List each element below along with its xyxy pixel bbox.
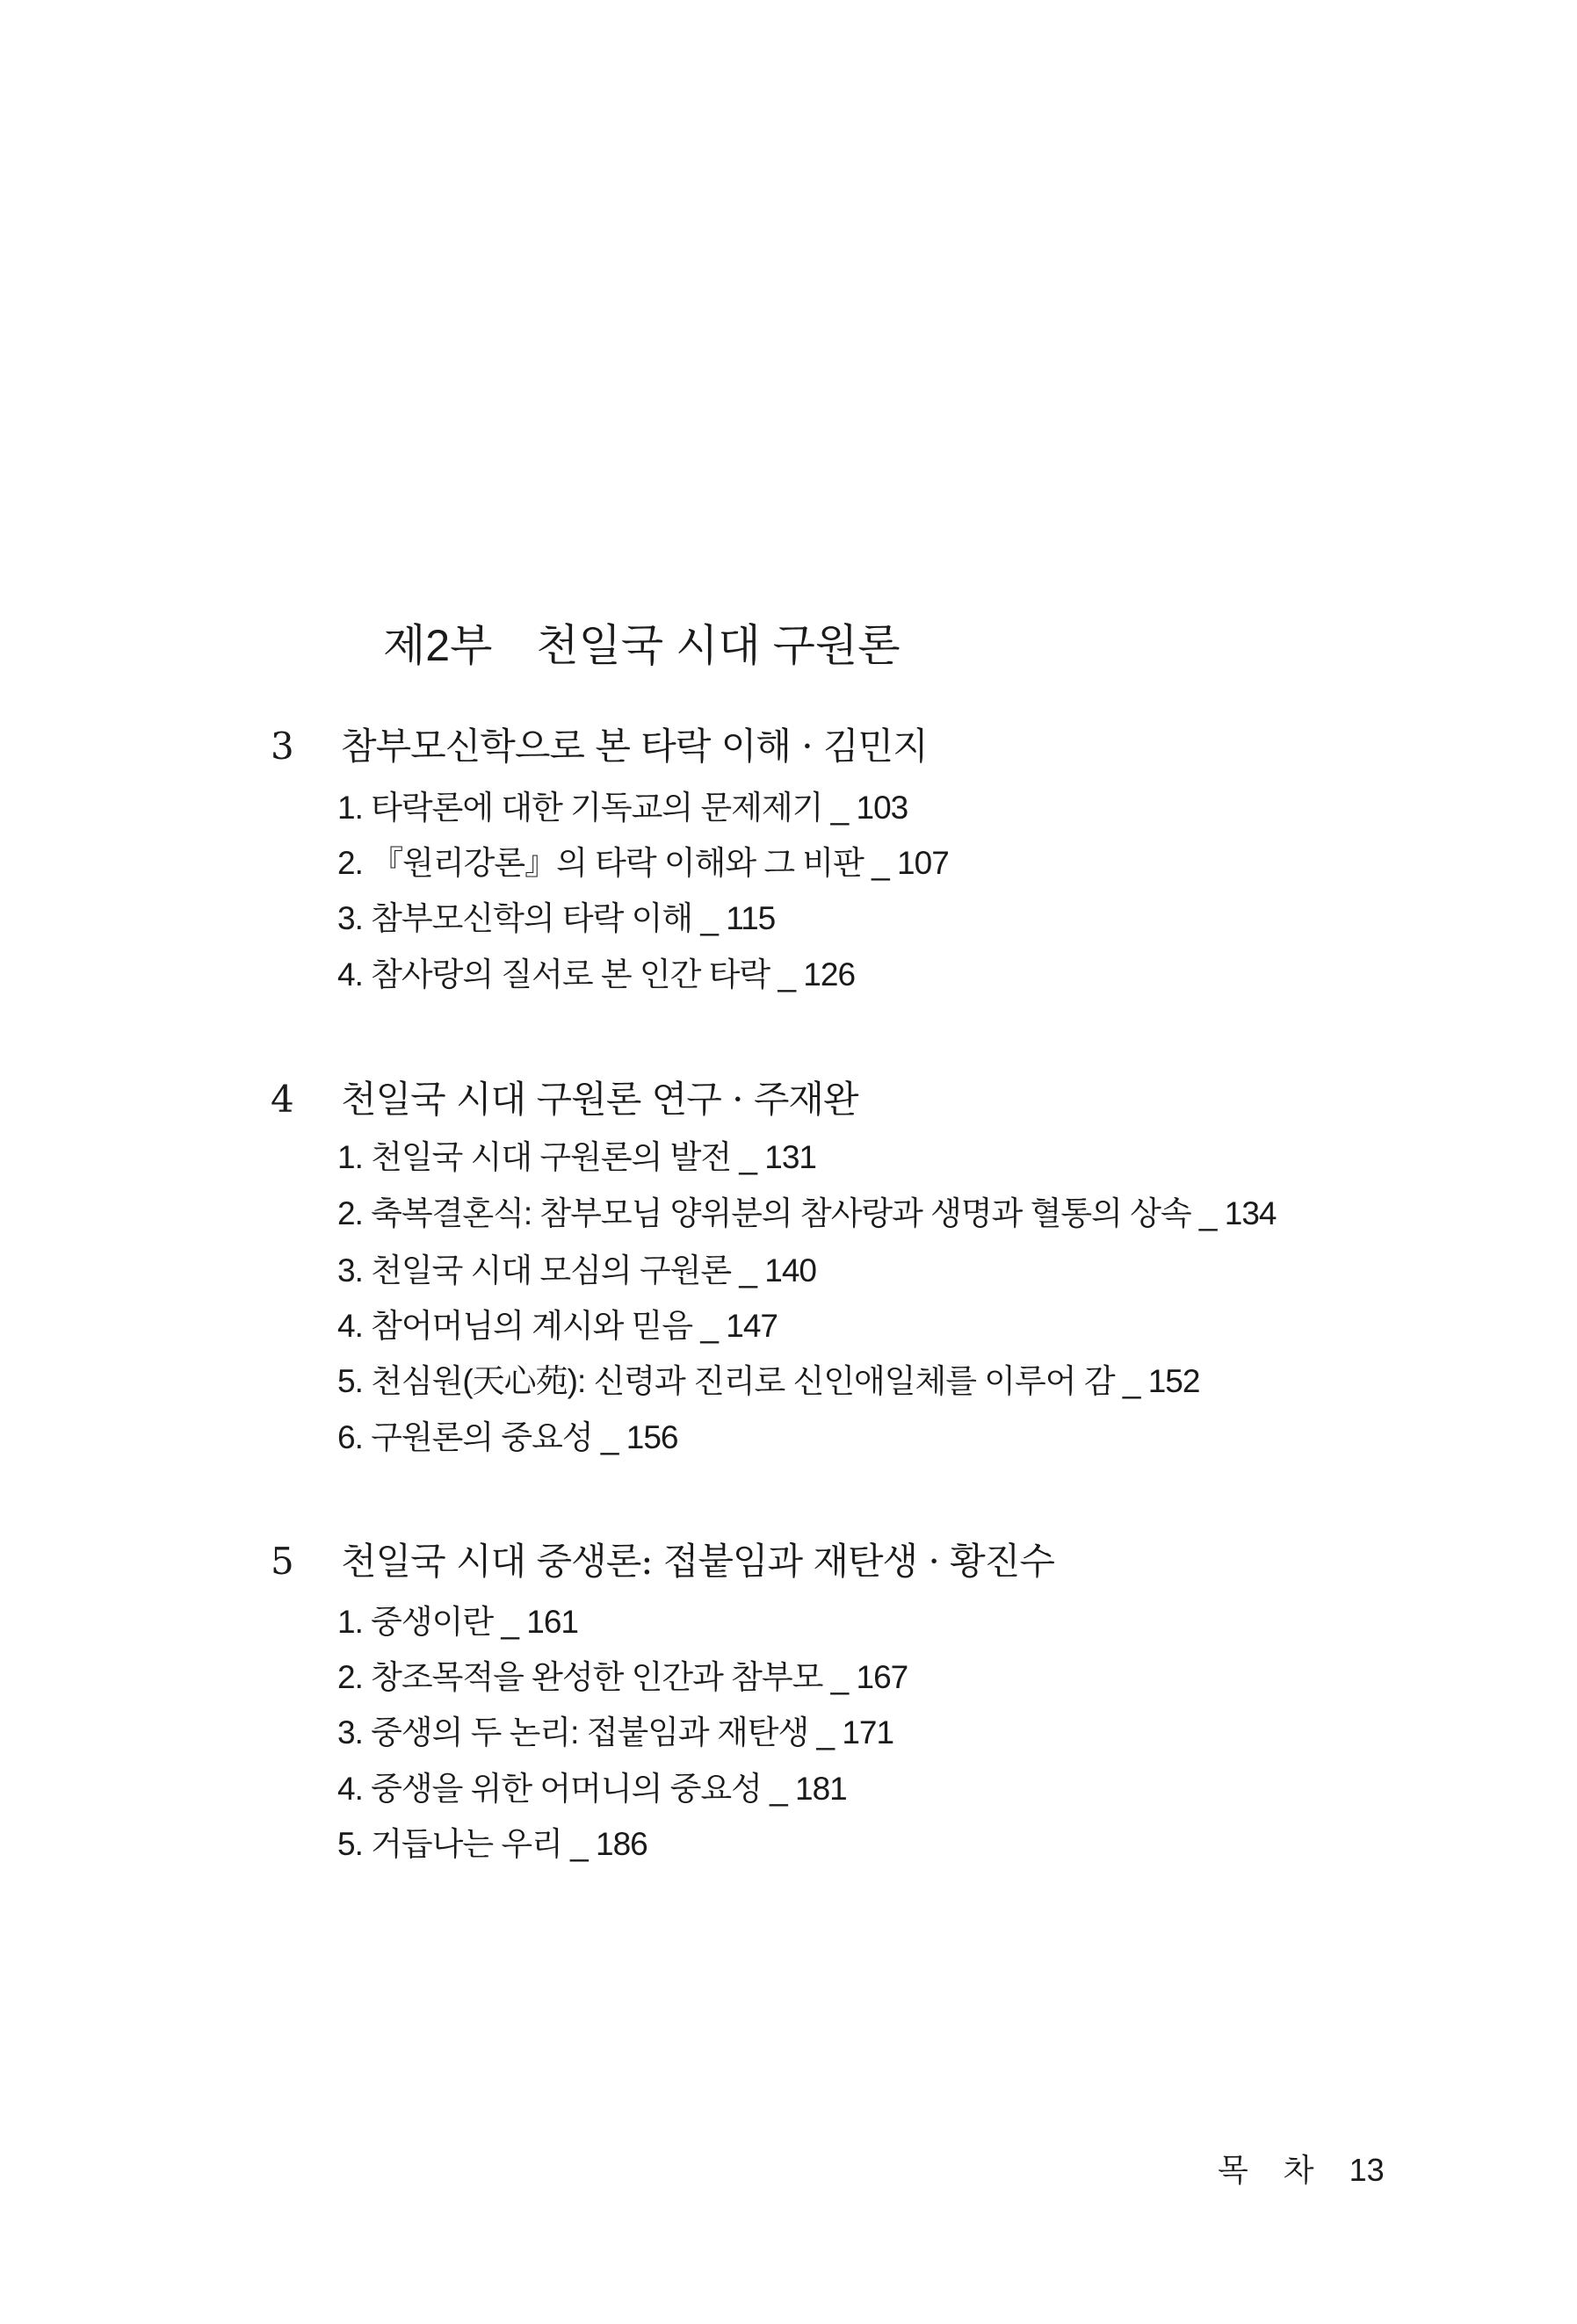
toc-item[interactable]: 5. 거듭나는 우리 _ 186 [337,1826,647,1862]
page-footer [1218,2144,1411,2197]
toc-item[interactable]: 2. 축복결혼식: 참부모님 양위분의 참사랑과 생명과 혈통의 상속 _ 134 [337,1195,1277,1231]
toc-item[interactable]: 1. 타락론에 대한 기독교의 문제제기 _ 103 [337,790,908,826]
page-number: 13 [1349,2152,1385,2188]
toc-item[interactable]: 5. 천심원(天心苑): 신령과 진리로 신인애일체를 이루어 감 _ 152 [337,1363,1200,1399]
toc-item[interactable]: 2. 창조목적을 완성한 인간과 참부모 _ 167 [337,1659,908,1695]
chapter-title: 참부모신학으로 본 타락 이해 · 김민지 [341,725,928,768]
toc-item[interactable]: 3. 천일국 시대 모심의 구원론 _ 140 [337,1252,817,1288]
chapter-title: 천일국 시대 구원론 연구 · 주재완 [341,1078,858,1121]
toc-item[interactable]: 6. 구원론의 중요성 _ 156 [337,1419,678,1455]
toc-item[interactable]: 4. 참사랑의 질서로 본 인간 타락 _ 126 [337,956,856,992]
part-label: 제2부 [383,621,493,670]
footer-section-b: 차 [1283,2152,1314,2188]
toc-item[interactable]: 2. 『원리강론』의 타락 이해와 그 비판 _ 107 [337,845,949,881]
chapter-number: 4 [271,1078,294,1121]
toc-item[interactable]: 1. 중생이란 _ 161 [337,1604,578,1640]
toc-item[interactable]: 4. 중생을 위한 어머니의 중요성 _ 181 [337,1771,847,1807]
toc-item[interactable]: 1. 천일국 시대 구원론의 발전 _ 131 [337,1139,817,1175]
chapter-title: 천일국 시대 중생론: 접붙임과 재탄생 · 황진수 [341,1540,1054,1583]
toc-item[interactable]: 4. 참어머님의 계시와 믿음 _ 147 [337,1308,778,1344]
toc-item[interactable]: 3. 참부모신학의 타락 이해 _ 115 [337,900,776,936]
part-title: 천일국 시대 구원론 [536,621,901,670]
footer-section-a: 목 [1218,2152,1248,2188]
part-heading [383,619,901,672]
toc-item[interactable]: 3. 중생의 두 논리: 접붙임과 재탄생 _ 171 [337,1714,894,1750]
chapter-number: 3 [271,725,294,768]
chapter-number: 5 [271,1540,294,1583]
